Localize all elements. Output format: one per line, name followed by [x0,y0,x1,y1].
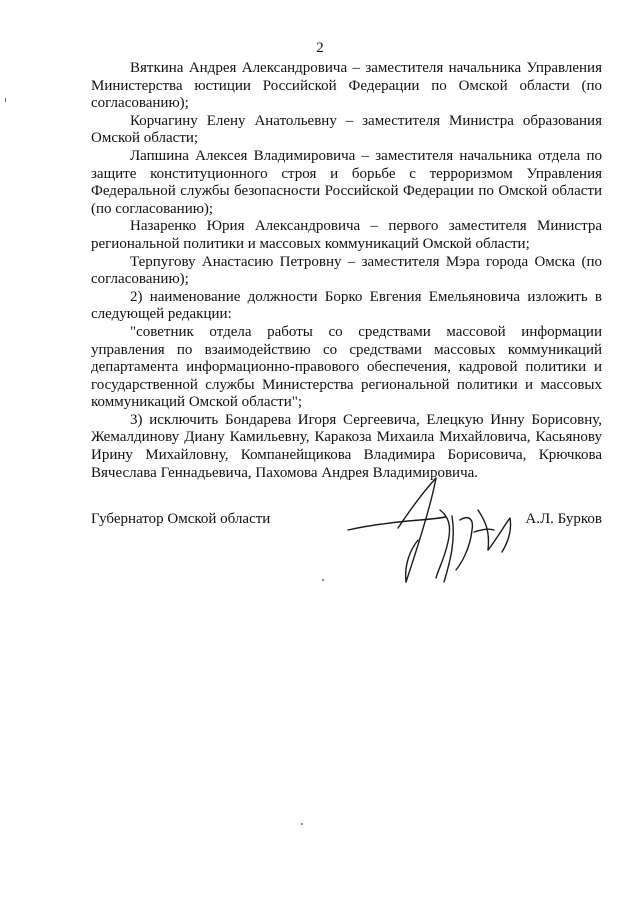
signatory-title: Губернатор Омской области [91,511,271,527]
paragraph-terpugova: Терпугову Анастасию Петровну – заместителя Мэра города Омска (по согласованию); [91,253,602,288]
scan-speck [301,823,303,825]
paragraph-lapshin: Лапшина Алексея Владимировича – заместителя начальника отдела по защите конституционного строя и борьбе с терроризмом Управления Федеральной службы безопасности Российской Федерации по Омской области (по согласованию); [91,147,602,217]
paragraph-korchagina: Корчагину Елену Анатольевну – заместителя Министра образования Омской области; [91,112,602,147]
paragraph-nazarenko: Назаренко Юрия Александровича – первого заместителя Министра региональной политики и массовых коммуникаций Омской области; [91,218,602,252]
signatory-name: А.Л. Бурков [525,511,602,527]
paragraph-item-2: 2) наименование должности Борко Евгения Емельяновича изложить в следующей редакции: [91,288,602,323]
paragraph-position-quote: "советник отдела работы со средствами массовой информации управления по взаимодействию со средствами массовых коммуникаций департамента информационно-правового обеспечения, кадровой политики и государственной службы Министерства региональной политики и массовых коммуникаций Омской области"; [91,323,602,411]
scan-speck [5,98,6,102]
paragraph-vyatkin: Вяткина Андрея Александровича – заместителя начальника Управления Министерства юстиции Российской Федерации по Омской области (по согласованию); [91,60,602,112]
page-number: 2 [316,40,324,56]
paragraph-item-3: 3) исключить Бондарева Игоря Сергеевича, Елецкую Инну Борисовну, Жемалдинову Диану Камильевну, Каракоза Михаила Михайловича, Касьянову Ирину Михайловну, Компанейщикова Владимира Борисовича, Крючкова Вячеслава Геннадьевича, Пахомова Андрея Владимировича. [91,411,602,481]
handwritten-signature [340,470,540,595]
scan-speck [322,579,324,581]
document-body [91,60,602,482]
